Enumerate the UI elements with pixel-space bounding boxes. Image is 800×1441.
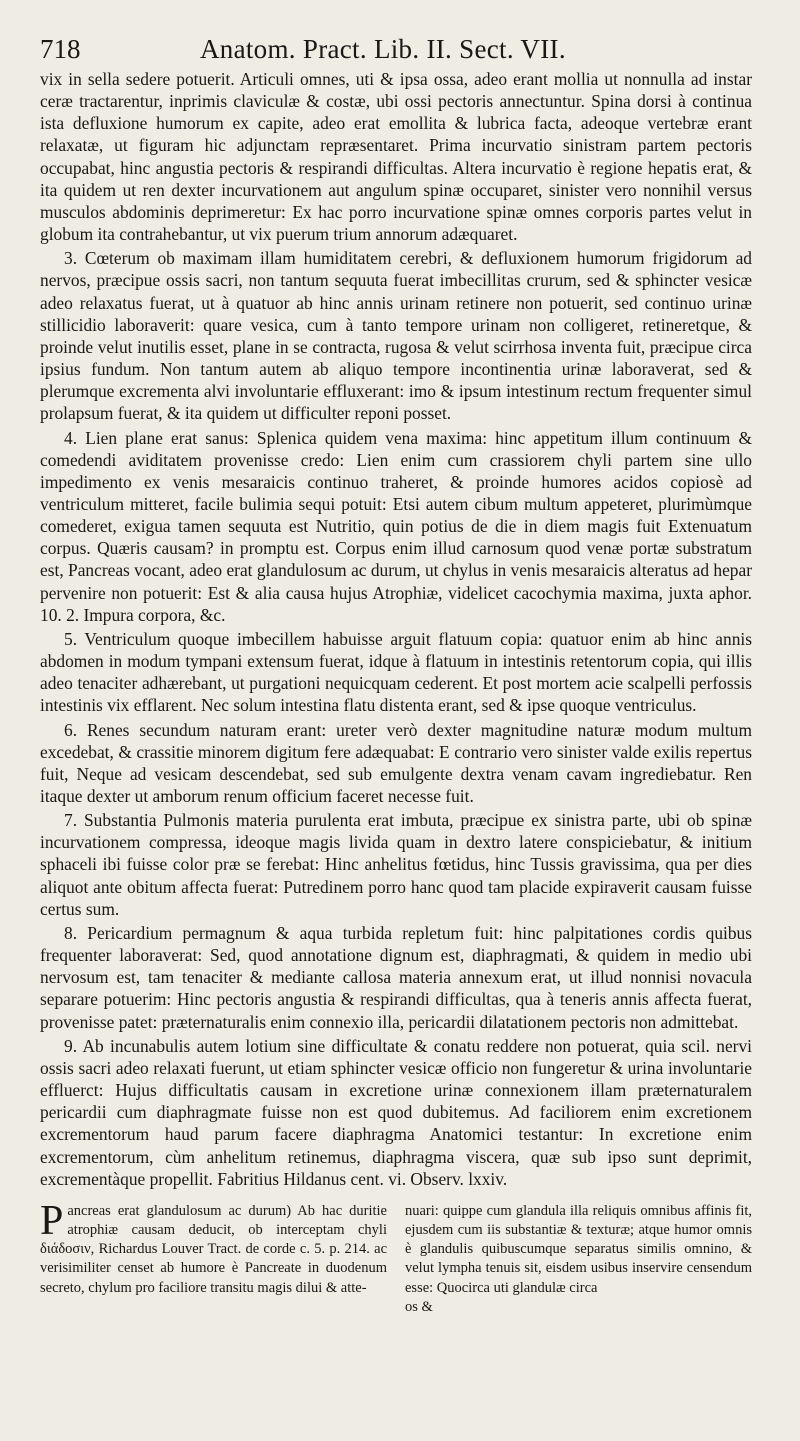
main-text: [40, 68, 752, 1190]
paragraph-4: 4. Lien plane erat sanus: Splenica quidem vena maxima: hinc appetitum illum continuum & comedendi aviditatem provenisse credo: Lien enim cum crassiorem chyli partem sine ullo impedimento ex venis mesaraicis continuo traheret, & proinde humores acidos copiosè ad ventriculum mitteret, facile bulimia sequi potuit: Etsi autem cibum multum appeteret, plurimùmque comederet, exigua tamen sequuta est Nutritio, quin potius de die in diem magis fuit Extenuatum corpus. Quæris causam? in promptu est. Corpus enim illud carnosum quod venæ portæ substratum est, Pancreas vocant, adeo erat glandulosum ac durum, ut chylus in venis mesaraicis alteratus ad hepar pervenire non potuerit: Est & alia causa hujus Atrophiæ, videlicet cacochymia maxima, juxta aphor. 10. 2. Impura corpora, &c.: [40, 427, 752, 625]
footnote-right-text: nuari: quippe cum glandula illa reliquis omnibus affinis fit, ejusdem cum iis substantiæ & texturæ; atque humor omnis è glandulis quibuscumque separatus similis omnino, & velut lympha tenuis sit, eisdem usibus inservire censendum esse: Quocirca uti glandulæ circa: [405, 1202, 752, 1296]
page-number: 718: [40, 34, 81, 64]
footnote-column-left: [40, 1197, 387, 1317]
paragraph-9: 9. Ab incunabulis autem lotium sine difficultate & conatu reddere non potuerat, quia scil. nervi ossis sacri adeo relaxati fuerunt, ut etiam sphincter vesicæ officio non fungeretur & urina involuntarie effluerct: Hujus difficultatis causam in excretione urinæ connexionem illam præternaturalem pericardii cum diaphragmate fuisse non est quod dubitemus. Ad faciliorem enim excretionem excrementorum haud parum facere diaphragma Anatomici testantur: In excretione enim excrementorum, cùm anhelitum retinemus, diaphragma viscera, quæ sub ipso sunt deprimit, excrementàque propellit. Fabritius Hildanus cent. vi. Observ. lxxiv.: [40, 1035, 752, 1189]
paragraph-intro: vix in sella sedere potuerit. Articuli omnes, uti & ipsa ossa, adeo erant mollia ut nonnulla ad instar ceræ tractarentur, inprimis claviculæ & costæ, ubi ossi pectoris annectuntur. Spina dorsi à continua ista defluxione humorum ex capite, adeo erat emollita & lubrica facta, adeoque vertebræ erant relaxatæ, ut figuram hic adjunctam repræsentaret. Prima incurvatio sinistram partem pectoris occupabat, hinc angustia pectoris & respirandi difficultas. Altera incurvatio è regione hepatis erat, & ita quidem ut ren dexter incurvationem aut angulum spinæ occuparet, sinister vero nonnihil versus musculos abdominis deprimeretur: Ex hac porro incurvatione spinæ omnes corporis partes velut in globum ita contrahebantur, ut vix puerum trium annorum adæquaret.: [40, 69, 752, 245]
catchword: os &: [405, 1298, 433, 1315]
paragraph-5: 5. Ventriculum quoque imbecillem habuisse arguit flatuum copia: quatuor enim ab hinc annis abdomen in modum tympani extensum fuerat, idque à flatuum in intestinis retentorum copia, qui illis adeo tenaciter adhærebant, ut purgationi nequicquam cederent. Et post mortem acie scalpelli perfossis intestinis vix efflarent. Nec solum intestina flatu distenta erant, sed & ipse quoque ventriculus.: [40, 628, 752, 716]
paragraph-3: 3. Cœterum ob maximam illam humiditatem cerebri, & defluxionem humorum frigidorum ad nervos, præcipue ossis sacri, non tantum sequuta fuerat imbecillitas crurum, sed & sphincter vesicæ adeo relaxatus fuerat, ut à quatuor ab hinc annis urinam retinere non potuerit, sed continuo urinæ stillicidio laboraverit: quare vesica, cum à tanto tempore urinam non colligeret, retineretque, & proinde velut inutilis esset, plane in se contracta, rugosa & velut scirrhosa inventa fuit, præcipue circa ipsius fundum. Non tantum autem ab aliquo tempore incontinentia urinæ laboraverat, sed & plerumque excrementa alvi involuntarie effluxerant: imo & ipsum intestinum rectum frequenter simul prolapsum fuerat, & ita quidem ut difficulter reponi posset.: [40, 248, 752, 424]
footnotes: [40, 1197, 752, 1317]
paragraph-6: 6. Renes secundum naturam erant: ureter verò dexter magnitudine naturæ modum multum excedebat, & crassitie minorem digitum fere adæquabat: E contrario vero sinister valde exilis repertus fuit, Neque ad vesicam descendebat, sed sub emulgente dextra venam cavam ingrediebatur. Ren itaque dexter ut amborum renum officium faceret necesse fuit.: [40, 719, 752, 806]
paragraph-8: 8. Pericardium permagnum & aqua turbida repletum fuit: hinc palpitationes cordis quibus frequenter laboraverat: Sed, quod annotatione dignum est, diaphragmati, & quidem in medio ubi nervosum est, tam tenaciter & mediante callosa materia annexum erat, ut illud nonnisi novacula separare potuerim: Hinc pectoris angustia & respirandi difficultas, qua à teneris annis affecta fuerat, provenisse patet: præternaturalis enim connexio illa, pericardii dilatationem pectoris non admittebat.: [40, 922, 752, 1032]
footnote-left-text: ancreas erat glandulosum ac durum) Ab hac duritie atrophiæ causam deducit, ob interceptam chyli διάδοσιν, Richardus Louver Tract. de corde c. 5. p. 214. ac verisimiliter censet ab humore è Pancreate in duodenum secreto, chylum pro faciliore transitu magis dilui & atte-: [40, 1202, 387, 1296]
page-header: [40, 34, 752, 68]
running-head: Anatom. Pract. Lib. II. Sect. VII.: [200, 34, 566, 64]
drop-cap: P: [40, 1197, 64, 1244]
footnote-column-right: [405, 1202, 752, 1317]
paragraph-7: 7. Substantia Pulmonis materia purulenta erat imbuta, præcipue ex sinistra parte, ubi ob spinæ incurvationem compressa, ideoque magis livida quam in dextro latere conspiciebatur, & initium sphaceli ibi fuisse color præ se ferebat: Hinc anhelitus fœtidus, hinc Tussis gravissima, qua per dies aliquot ante obitum affecta fuerat: Putredinem porro hanc quod tam placide expiraverit causam fuisse certus sum.: [40, 810, 752, 919]
